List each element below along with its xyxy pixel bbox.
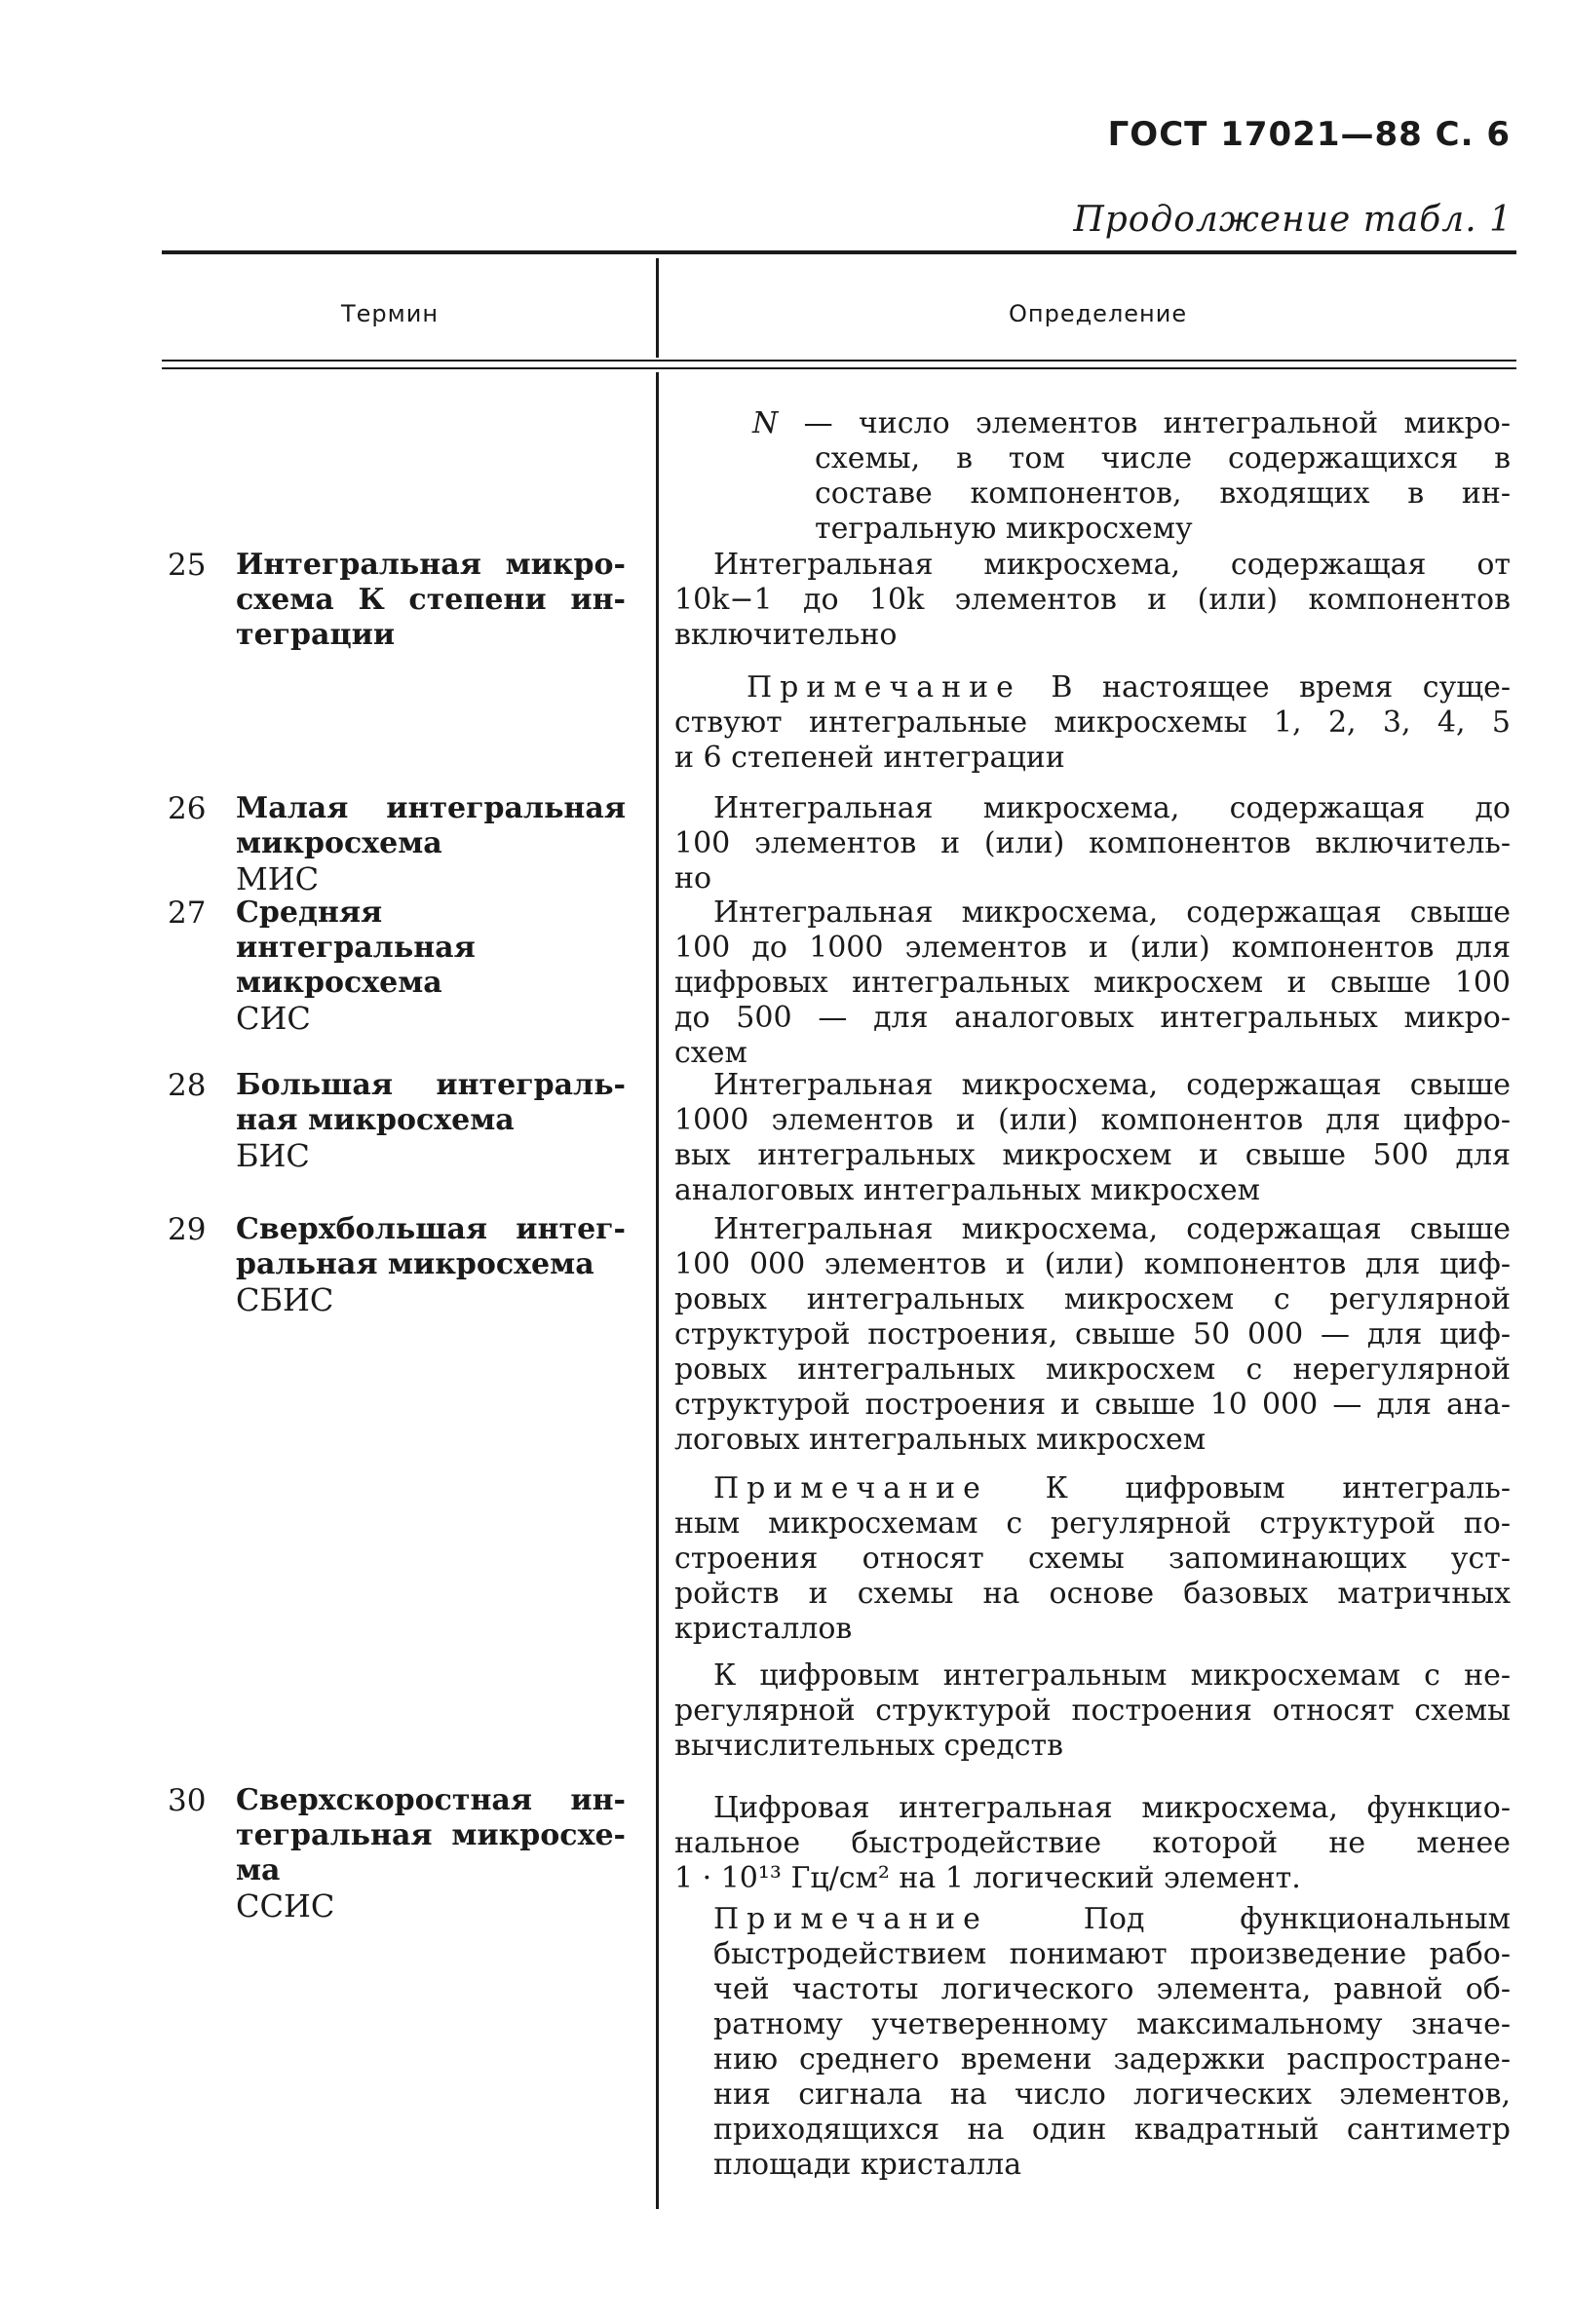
standard-header: ГОСТ 17021—88 С. 6 [1107,115,1511,154]
note-line: строения относят схемы запоминающих уст- [674,1542,1511,1576]
note-line: Под функциональным [987,1902,1511,1936]
definition-line: Интегральная микросхема, содержащая свыше [713,1068,1511,1102]
term-abbreviation: ССИС [236,1887,335,1924]
definition-line: вых интегральных микросхем и свыше 500 для [674,1138,1511,1172]
header-bottom-rule-2 [162,367,1516,369]
term-abbreviation: МИС [236,860,320,897]
definition-line: включительно [674,618,898,652]
definition-line: Интегральная микросхема, содержащая свыше [713,1212,1511,1246]
definition-line: 10k−1 до 10k элементов и (или) компонентов [674,583,1511,617]
term-line: Сверхскоростная ин- [236,1783,626,1817]
header-bottom-rule [162,360,1516,362]
definition-line: Цифровая интегральная микросхема, функцио- [713,1791,1511,1825]
term-number: 25 [168,548,207,583]
note-line: быстродействием понимают произведение рабо- [713,1937,1511,1971]
definition-line: но [674,861,712,895]
term-definition [674,791,1511,896]
term-number: 29 [168,1212,207,1247]
note-line: кристаллов [674,1612,853,1646]
term-definition [674,1068,1511,1208]
term-note [674,1902,1511,2183]
column-divider-header [656,258,659,358]
n-line: составе компонентов, входящих в ин- [815,476,1511,511]
note-line: К цифровым интеграль- [987,1471,1511,1505]
n-explanation [752,406,1511,547]
term-note [674,670,1511,776]
note-line: чей частоты логического элемента, равной об- [713,1972,1511,2006]
table-continuation-label: Продолжение табл. 1 [1073,200,1513,240]
term-line: ма [236,1853,281,1887]
note-label: Примечание [747,670,1021,705]
term-number: 28 [168,1068,207,1103]
note-line: приходящихся на один квадратный сантиметр [713,2113,1511,2147]
column-header-term: Термин [341,300,440,327]
term-line: ральная микросхема [236,1247,594,1281]
note-line: регулярной структурой построения относят схемы [674,1694,1511,1728]
n-line: тегральную микросхему [815,512,1193,546]
term-name [236,1068,626,1173]
definition-line: 100 элементов и (или) компонентов включитель- [674,826,1511,860]
term-number: 30 [168,1783,207,1818]
term-number: 27 [168,895,207,931]
definition-line: Интегральная микросхема, содержащая до [713,791,1511,825]
n-line: схемы, в том числе содержащихся в [815,441,1511,476]
note-line: ным микросхемам с регулярной структурой по- [674,1506,1511,1541]
definition-line: ровых интегральных микросхем с регулярной [674,1282,1511,1316]
term-line: ная микросхема [236,1103,515,1137]
definition-line: 100 до 1000 элементов и (или) компонентов для [674,931,1511,965]
definition-line: логовых интегральных микросхем [674,1423,1207,1457]
column-header-definition: Определение [1009,300,1188,327]
definition-line: схем [674,1036,747,1070]
term-line: Малая интегральная [236,791,626,825]
term-number: 26 [168,791,207,826]
table-top-rule [162,250,1516,254]
note-line: нию среднего времени задержки распростране- [713,2042,1511,2076]
definition-line: до 500 — для аналоговых интегральных микро- [674,1001,1511,1035]
definition-line: аналоговых интегральных микросхем [674,1173,1260,1207]
term-line: микросхема [236,966,442,1000]
term-line: Средняя интегральная [236,895,476,965]
definition-line: Интегральная микросхема, содержащая свыше [713,895,1511,930]
term-abbreviation: СИС [236,1000,311,1037]
n-line: — число элементов интегральной микро- [778,406,1511,440]
term-abbreviation: СБИС [236,1281,334,1318]
term-line: Интегральная микро- [236,548,626,582]
note-line: В настоящее время суще- [1020,670,1511,705]
definition-line: 1000 элементов и (или) компонентов для цифро- [674,1103,1511,1137]
definition-line: ровых интегральных микросхем с нерегулярной [674,1352,1511,1387]
term-name [236,791,626,896]
term-line: теграции [236,618,396,652]
term-note-extra [674,1658,1511,1764]
term-definition [674,895,1511,1071]
term-name [236,895,626,1036]
definition-line: структурой построения, свыше 50 000 — для циф- [674,1317,1511,1352]
column-divider-body [656,372,659,2209]
note-label: Примечание [713,1471,988,1505]
term-name [236,1212,626,1317]
term-line: тегральная микросхе- [236,1818,626,1852]
term-line: микросхема [236,826,442,860]
note-label: Примечание [713,1902,988,1936]
definition-line: нальное быстродействие которой не менее [674,1826,1511,1860]
term-definition [674,1212,1511,1458]
term-note [674,1471,1511,1647]
note-line: площади кристалла [713,2148,1022,2182]
note-line: ствуют интегральные микросхемы 1, 2, 3, 4, 5 [674,705,1511,740]
term-abbreviation: БИС [236,1137,310,1174]
term-definition [674,1791,1511,1896]
definition-line: цифровых интегральных микросхем и свыше 100 [674,966,1511,1000]
term-line: схема К степени ин- [236,583,626,617]
note-line: К цифровым интегральным микросхемам с не- [713,1658,1511,1693]
term-line: Большая интеграль- [236,1068,626,1102]
definition-line: Интегральная микросхема, содержащая от [713,548,1511,582]
term-line: Сверхбольшая интег- [236,1212,626,1246]
term-name [236,548,626,653]
term-name [236,1783,626,1924]
term-definition [674,548,1511,653]
definition-line: структурой построения и свыше 10 000 — для ана- [674,1388,1511,1422]
n-symbol: N [752,406,779,440]
note-line: вычислительных средств [674,1729,1064,1763]
note-line: ния сигнала на число логических элементов, [713,2077,1511,2112]
note-line: и 6 степеней интеграции [674,741,1065,775]
definition-line: 1 · 10¹³ Гц/см² на 1 логический элемент. [674,1861,1301,1895]
definition-line: 100 000 элементов и (или) компонентов для циф- [674,1247,1511,1281]
note-line: ратному учетверенному максимальному значе- [713,2007,1511,2041]
note-line: ройств и схемы на основе базовых матричных [674,1577,1511,1611]
